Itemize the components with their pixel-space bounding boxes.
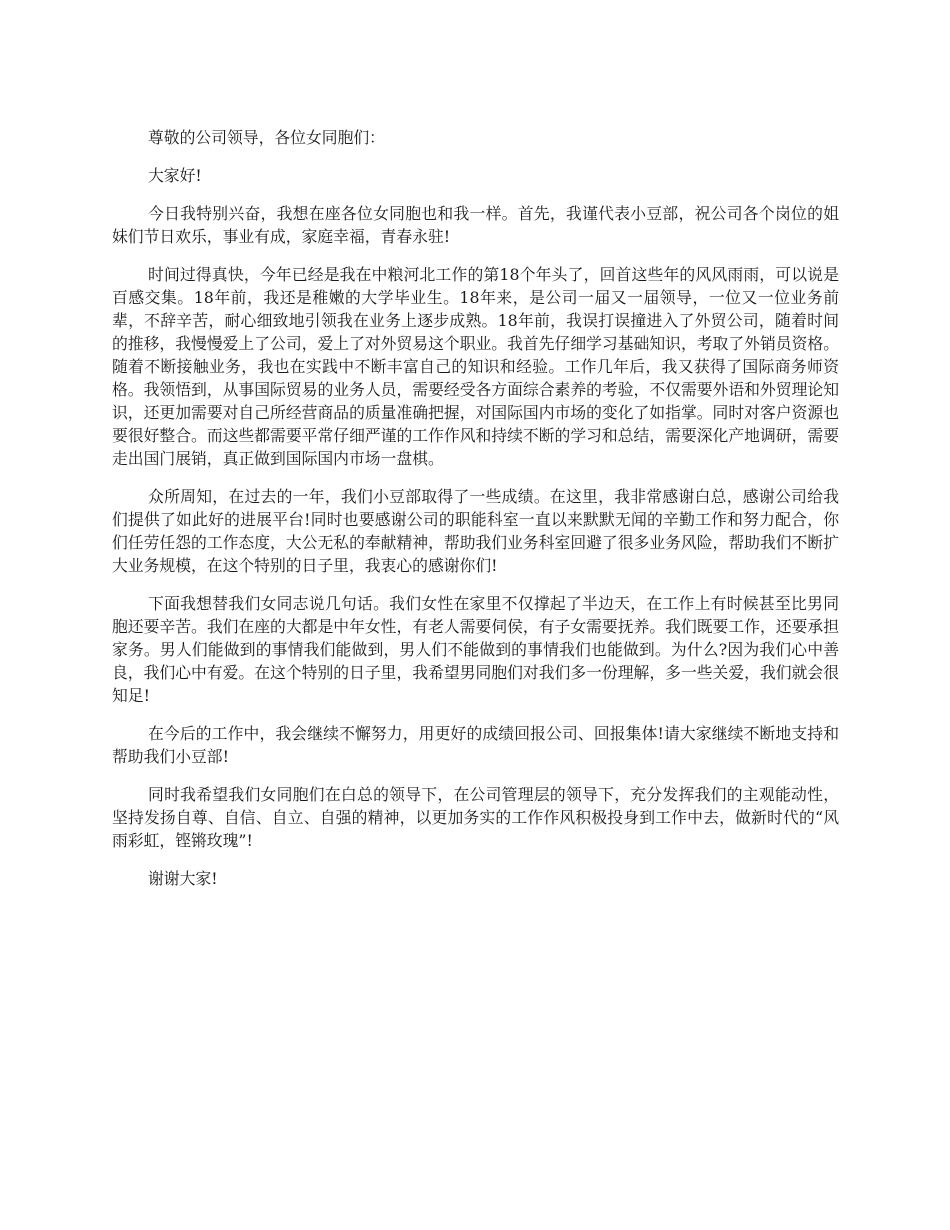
body-paragraph: 在今后的工作中，我会继续不懈努力，用更好的成绩回报公司、回报集体!请大家继续不断地支持和帮助我们小豆部! [112,724,839,766]
body-paragraph: 同时我希望我们女同胞们在白总的领导下，在公司管理层的领导下，充分发挥我们的主观能动性，坚持发扬自尊、自信、自立、自强的精神，以更加务实的工作作风积极投身到工作中去，做新时代的“风雨彩虹，铿锵玫瑰”! [112,785,839,850]
body-paragraph: 时间过得真快，今年已经是我在中粮河北工作的第18个年头了，回首这些年的风风雨雨，可以说是百感交集。18年前，我还是稚嫩的大学毕业生。18年来，是公司一届又一届领导，一位又一位业务前辈，不辞辛苦，耐心细致地引领我在业务上逐步成熟。18年前，我误打误撞进入了外贸公司，随着时间的推移，我慢慢爱上了公司，爱上了对外贸易这个职业。我首先仔细学习基础知识，考取了外销员资格。随着不断接触业务，我也在实践中不断丰富自己的知识和经验。工作几年后，我又获得了国际商务师资格。我领悟到，从事国际贸易的业务人员，需要经受各方面综合素养的考验，不仅需要外语和外贸理论知识，还更加需要对自己所经营商品的质量准确把握，对国际国内市场的变化了如指掌。同时对客户资源也要很好整合。而这些都需要平常仔细严谨的工作作风和持续不断的学习和总结，需要深化产地调研，需要走出国门展销，真正做到国际国内市场一盘棋。 [112,265,839,468]
body-paragraph: 下面我想替我们女同志说几句话。我们女性在家里不仅撑起了半边天，在工作上有时候甚至比男同胞还要辛苦。我们在座的大都是中年女性，有老人需要伺侯，有子女需要抚养。我们既要工作，还要承担家务。男人们能做到的事情我们能做到，男人们不能做到的事情我们也能做到。为什么?因为我们心中善良，我们心中有爱。在这个特别的日子里，我希望男同胞们对我们多一份理解，多一些关爱，我们就会很知足! [112,594,839,705]
body-paragraph: 今日我特别兴奋，我想在座各位女同胞也和我一样。首先，我谨代表小豆部，祝公司各个岗位的姐妹们节日欢乐，事业有成，家庭幸福，青春永驻! [112,204,839,246]
body-paragraph: 众所周知，在过去的一年，我们小豆部取得了一些成绩。在这里，我非常感谢白总，感谢公司给我们提供了如此好的进展平台!同时也要感谢公司的职能科室一直以来默默无闻的辛勤工作和努力配合，你们任劳任怨的工作态度，大公无私的奉献精神，帮助我们业务科室回避了很多业务风险，帮助我们不断扩大业务规模，在这个特别的日子里，我衷心的感谢你们! [112,487,839,575]
greeting-line: 大家好! [148,166,202,185]
salutation-line: 尊敬的公司领导，各位女同胞们： [148,128,385,147]
closing-line: 谢谢大家! [148,869,218,888]
letter-body [112,126,839,905]
